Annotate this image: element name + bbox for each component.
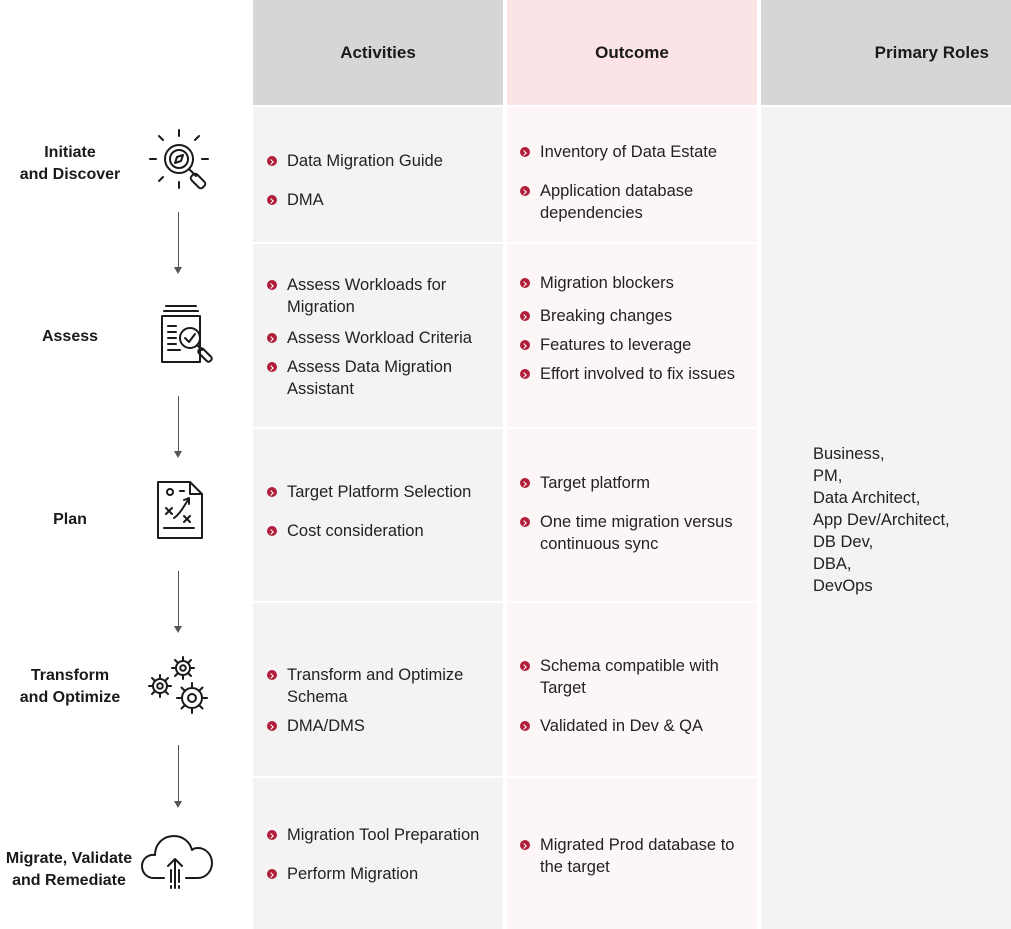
- list-item: Inventory of Data Estate: [520, 141, 752, 163]
- role-item: DBA,: [813, 555, 852, 573]
- flow-arrow: [178, 396, 179, 456]
- list-item: Data Migration Guide: [267, 150, 497, 172]
- role-item: App Dev/Architect,: [813, 511, 950, 529]
- list-item: Features to leverage: [520, 334, 756, 356]
- list-item: Perform Migration: [267, 863, 497, 885]
- list-item: Validated in Dev & QA: [520, 715, 752, 737]
- row-separator: [253, 601, 757, 603]
- activities-cell-assess: [267, 274, 497, 400]
- flow-arrow: [178, 212, 179, 272]
- list-item: Schema compatible with Target: [520, 655, 740, 699]
- activities-cell-migrate: [267, 824, 497, 885]
- list-item: DMA: [267, 189, 497, 211]
- list-item: Assess Data Migration Assistant: [267, 356, 472, 400]
- list-item: DMA/DMS: [267, 715, 497, 737]
- stage-label-initiate: Initiate and Discover: [19, 144, 121, 183]
- outcome-header: [507, 0, 757, 105]
- list-item: Application database dependencies: [520, 180, 720, 224]
- cloud-upload-icon: [140, 826, 214, 894]
- activities-header-label: Activities: [340, 42, 416, 62]
- row-separator: [253, 242, 757, 244]
- list-item: Assess Workload Criteria: [267, 327, 497, 349]
- role-item: DB Dev,: [813, 533, 874, 551]
- stage-label-migrate: Migrate, Validate and Remediate: [5, 850, 133, 889]
- stage-label-transform: Transform and Optimize: [19, 667, 121, 706]
- list-item: Migration Tool Preparation: [267, 824, 497, 846]
- outcome-cell-assess: [520, 272, 756, 385]
- flow-arrow: [178, 745, 179, 806]
- roles-header: [761, 0, 1011, 105]
- list-item: Migrated Prod database to the target: [520, 834, 740, 878]
- list-item: Assess Workloads for Migration: [267, 274, 472, 318]
- list-item: Target platform: [520, 472, 752, 494]
- role-item: Data Architect,: [813, 489, 921, 507]
- outcome-cell-migrate: [520, 834, 752, 878]
- activities-header: [253, 0, 503, 105]
- magnifier-compass-icon: [144, 126, 216, 194]
- row-separator: [253, 427, 757, 429]
- stage-label-assess: Assess: [41, 328, 99, 345]
- row-separator: [253, 776, 757, 778]
- list-item: Migration blockers: [520, 272, 756, 294]
- activities-cell-initiate: [267, 150, 497, 211]
- outcome-cell-plan: [520, 472, 752, 555]
- list-item: Breaking changes: [520, 305, 756, 327]
- gears-icon: [146, 655, 212, 717]
- list-item: Target Platform Selection: [267, 481, 497, 503]
- strategy-document-icon: [154, 478, 206, 542]
- roles-header-label: Primary Roles: [874, 42, 989, 62]
- outcome-header-label: Outcome: [595, 42, 669, 62]
- activities-cell-transform: [267, 664, 497, 737]
- outcome-cell-initiate: [520, 141, 752, 224]
- primary-roles-list: [813, 443, 1003, 597]
- list-item: Cost consideration: [267, 520, 497, 542]
- outcome-cell-transform: [520, 655, 752, 737]
- flow-arrow: [178, 571, 179, 631]
- list-item: One time migration versus continuous sync: [520, 511, 755, 555]
- activities-cell-plan: [267, 481, 497, 542]
- list-item: Effort involved to fix issues: [520, 363, 756, 385]
- role-item: PM,: [813, 467, 843, 485]
- role-item: Business,: [813, 445, 885, 463]
- role-item: DevOps: [813, 577, 873, 595]
- list-item: Transform and Optimize Schema: [267, 664, 487, 708]
- document-search-icon: [156, 302, 222, 370]
- stage-label-plan: Plan: [53, 511, 87, 528]
